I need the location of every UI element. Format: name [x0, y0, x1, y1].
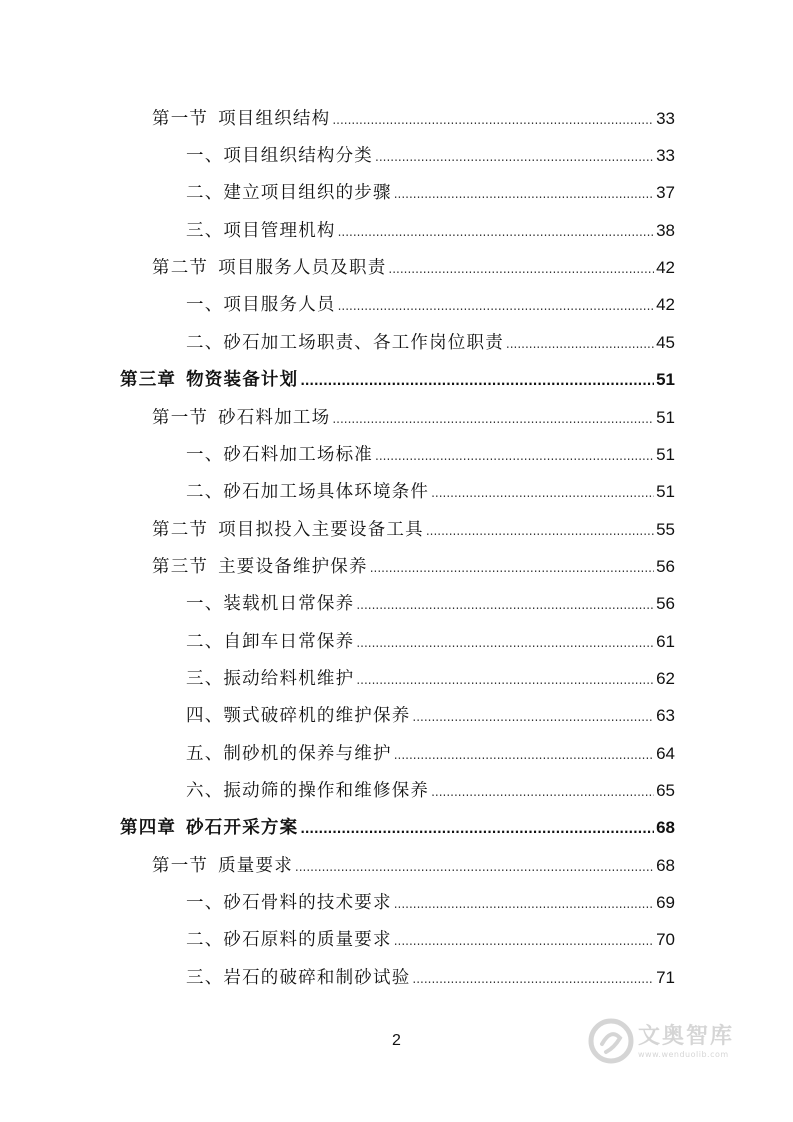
dot-leader	[394, 740, 654, 770]
dot-leader	[338, 217, 654, 247]
toc-entry[interactable]	[186, 701, 675, 731]
dot-leader	[332, 404, 654, 434]
watermark-url: www.wenduolib.com	[638, 1049, 729, 1059]
toc-entry[interactable]	[186, 328, 675, 358]
toc-entry-label: 二、建立项目组织的步骤	[186, 183, 392, 203]
toc-entry-label: 第二节 项目拟投入主要设备工具	[152, 520, 424, 540]
toc-entry[interactable]	[186, 664, 675, 694]
toc-entry[interactable]	[152, 552, 675, 582]
dot-leader	[356, 665, 654, 695]
toc-entry-label: 第三章 物资装备计划	[120, 370, 299, 390]
toc-page-number: 51	[656, 408, 675, 427]
toc-entry[interactable]	[186, 776, 675, 806]
toc-entry-label: 一、砂石料加工场标准	[186, 445, 374, 465]
dot-leader	[300, 366, 654, 396]
toc-page-number: 33	[656, 109, 675, 128]
toc-entry[interactable]	[186, 888, 675, 918]
toc-entry[interactable]	[186, 739, 675, 769]
toc-entry[interactable]	[152, 104, 675, 134]
toc-entry[interactable]	[186, 925, 675, 955]
toc-entry[interactable]	[186, 141, 675, 171]
toc-page-number: 55	[656, 520, 675, 539]
toc-page-number: 38	[656, 221, 675, 240]
toc-page-number: 61	[656, 632, 675, 651]
toc-entry-label: 第一节 质量要求	[152, 856, 293, 876]
toc-entry-label: 二、砂石原料的质量要求	[186, 930, 392, 950]
toc-entry[interactable]	[186, 589, 675, 619]
toc-entry-label: 四、颚式破碎机的维护保养	[186, 706, 411, 726]
toc-entry-label: 三、振动给料机维护	[186, 669, 355, 689]
dot-leader	[431, 777, 654, 807]
toc-page-number: 65	[656, 781, 675, 800]
toc-entry-label: 六、振动筛的操作和维修保养	[186, 781, 430, 801]
toc-page-number: 68	[656, 856, 675, 875]
dot-leader	[370, 553, 654, 583]
dot-leader	[295, 852, 654, 882]
toc-entry-label: 一、项目组织结构分类	[186, 146, 374, 166]
toc-entry[interactable]	[186, 290, 675, 320]
toc-entry-label: 第二节 项目服务人员及职责	[152, 258, 387, 278]
toc-page-number: 56	[656, 594, 675, 613]
toc-entry-label: 一、砂石骨料的技术要求	[186, 893, 392, 913]
toc-entry[interactable]	[152, 851, 675, 881]
toc-page-number: 63	[656, 706, 675, 725]
toc-entry[interactable]	[152, 515, 675, 545]
dot-leader	[426, 516, 654, 546]
dot-leader	[412, 702, 654, 732]
toc-page-number: 64	[656, 744, 675, 763]
dot-leader	[506, 329, 654, 359]
watermark-logo-icon	[588, 1018, 634, 1064]
watermark-text	[638, 1024, 734, 1059]
toc-page-number: 69	[656, 893, 675, 912]
toc-entry[interactable]	[186, 477, 675, 507]
watermark	[588, 1018, 734, 1064]
footer-page-number: 2	[392, 1032, 401, 1049]
dot-leader	[375, 142, 654, 172]
toc-page-number: 56	[656, 557, 675, 576]
toc-page-number: 45	[656, 333, 675, 352]
toc-entry-label: 二、砂石加工场职责、各工作岗位职责	[186, 333, 504, 353]
toc-chapter-entry[interactable]	[120, 365, 675, 395]
toc-page-number: 51	[656, 482, 675, 501]
toc-entry-label: 一、项目服务人员	[186, 295, 336, 315]
dot-leader	[375, 441, 654, 471]
toc-entry-label: 二、自卸车日常保养	[186, 632, 355, 652]
dot-leader	[356, 628, 654, 658]
toc-entry-label: 第三节 主要设备维护保养	[152, 557, 368, 577]
toc-entry-label: 三、项目管理机构	[186, 221, 336, 241]
watermark-title: 文奥智库	[638, 1023, 735, 1049]
toc-entry-label: 二、砂石加工场具体环境条件	[186, 482, 430, 502]
toc-page-number: 33	[656, 146, 675, 165]
dot-leader	[412, 964, 654, 994]
toc-entry-label: 三、岩石的破碎和制砂试验	[186, 968, 411, 988]
toc-page-number: 70	[656, 930, 675, 949]
toc-page-number: 42	[656, 295, 675, 314]
toc-entry-label: 第一节 砂石料加工场	[152, 408, 331, 428]
toc-page-number: 71	[656, 968, 675, 987]
toc-entry[interactable]	[186, 178, 675, 208]
toc-page-number: 42	[656, 258, 675, 277]
toc-entry[interactable]	[186, 963, 675, 993]
dot-leader	[356, 590, 654, 620]
toc-page-number: 51	[656, 445, 675, 464]
toc-entry-label: 第一节 项目组织结构	[152, 109, 331, 129]
toc-page-number: 62	[656, 669, 675, 688]
toc-entry[interactable]	[186, 627, 675, 657]
dot-leader	[388, 254, 654, 284]
toc-page-number: 51	[656, 370, 675, 389]
toc-entry-label: 一、装载机日常保养	[186, 594, 355, 614]
dot-leader	[394, 889, 654, 919]
toc-entry[interactable]	[152, 403, 675, 433]
toc-entry[interactable]	[186, 440, 675, 470]
toc-entry[interactable]	[186, 216, 675, 246]
toc-entry-label: 第四章 砂石开采方案	[120, 818, 299, 838]
toc-entry-label: 五、制砂机的保养与维护	[186, 744, 392, 764]
dot-leader	[300, 814, 654, 844]
dot-leader	[332, 105, 654, 135]
dot-leader	[394, 179, 654, 209]
dot-leader	[431, 478, 654, 508]
toc-entry[interactable]	[152, 253, 675, 283]
toc-page-number: 37	[656, 183, 675, 202]
dot-leader	[338, 291, 654, 321]
dot-leader	[394, 926, 654, 956]
toc-chapter-entry[interactable]	[120, 813, 675, 843]
toc-page-number: 68	[656, 818, 675, 837]
